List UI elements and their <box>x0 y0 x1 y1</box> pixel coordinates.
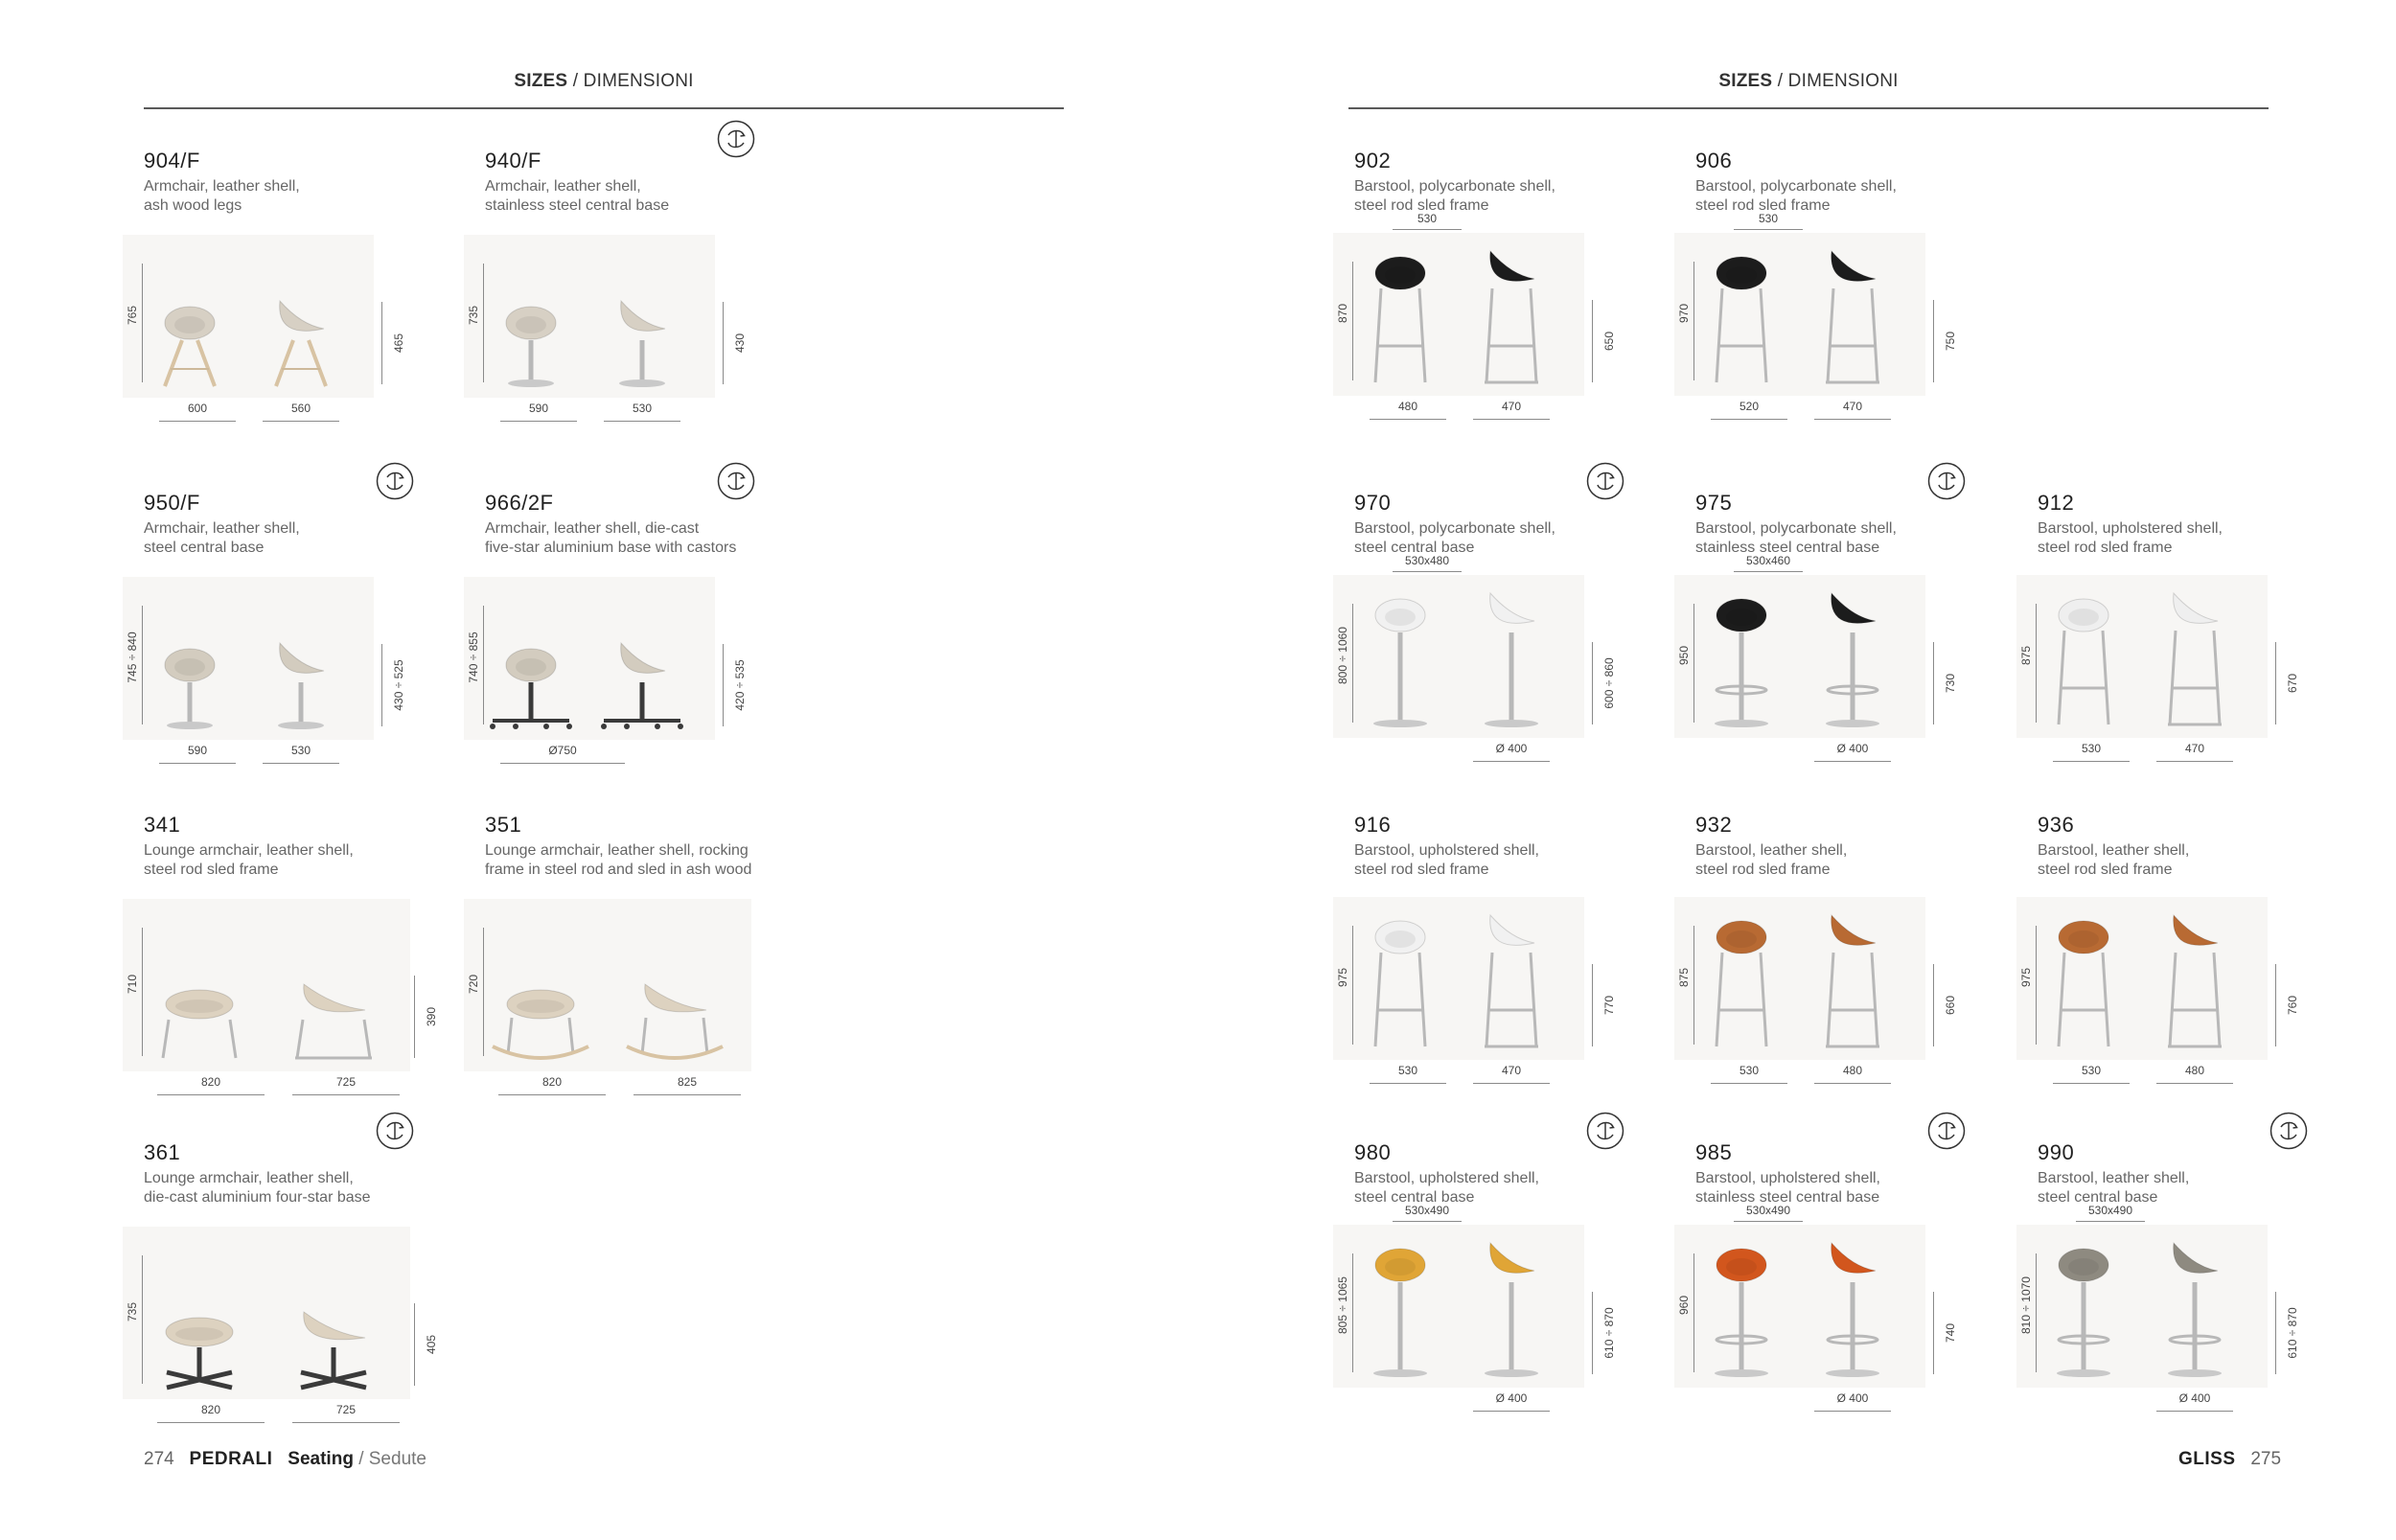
height-dimension-line <box>1693 1253 1694 1372</box>
description-line: Barstool, upholstered shell, <box>1354 842 1539 859</box>
product-entry <box>467 149 811 455</box>
seat-height-line <box>381 302 382 384</box>
seat-height-line <box>1592 964 1593 1046</box>
description-line: Barstool, polycarbonate shell, <box>1695 178 1897 195</box>
height-dimension-line <box>142 928 143 1056</box>
chair-illustration <box>123 899 410 1071</box>
product-description <box>144 1169 460 1207</box>
overall-height: 870 <box>1336 303 1349 324</box>
product-description <box>1354 841 1670 880</box>
width-dimension-line <box>1473 1083 1550 1084</box>
product-code: 906 <box>1695 149 1733 172</box>
seat-height-line <box>1592 642 1593 724</box>
seat-height: 610 ÷ 870 <box>1602 1307 1616 1359</box>
seat-height-line <box>1933 964 1934 1046</box>
product-code: 361 <box>144 1140 181 1164</box>
product-code: 351 <box>485 813 522 837</box>
width-dimension: 590 <box>187 744 208 757</box>
top-dimension: 530x460 <box>1745 554 1791 567</box>
width-dimension-line <box>1814 761 1891 762</box>
top-dimension: 530x490 <box>1745 1204 1791 1217</box>
top-dimension-line <box>1393 229 1462 230</box>
top-dimension-line <box>1393 571 1462 572</box>
width-dimension: 725 <box>335 1403 357 1416</box>
height-dimension-line <box>2036 1253 2037 1372</box>
product-description <box>144 519 460 558</box>
seat-height-line <box>1933 642 1934 724</box>
product-entry <box>126 491 470 797</box>
seat-height: 760 <box>2286 995 2299 1016</box>
seat-height-line <box>1592 300 1593 382</box>
product-photo <box>123 577 374 740</box>
chair-illustration <box>2016 1225 2268 1388</box>
top-dimension-line <box>1734 571 1803 572</box>
height-dimension-line <box>483 928 484 1056</box>
description-line: Armchair, leather shell, <box>485 178 641 195</box>
product-entry <box>1677 149 2021 455</box>
seat-height: 405 <box>425 1334 438 1355</box>
product-description <box>144 841 460 880</box>
product-description <box>1695 1169 2012 1207</box>
width-dimension-line <box>1370 1083 1446 1084</box>
left-footer <box>144 1449 426 1470</box>
product-code: 970 <box>1354 491 1392 515</box>
rotate-360-icon[interactable] <box>1586 462 1624 500</box>
seat-height-line <box>2275 1292 2276 1374</box>
width-dimension: Ø 400 <box>1836 742 1869 755</box>
product-code: 936 <box>2038 813 2075 837</box>
height-dimension-line <box>1693 604 1694 723</box>
overall-height: 745 ÷ 840 <box>126 632 139 683</box>
product-photo <box>464 899 751 1071</box>
description-line: Barstool, polycarbonate shell, <box>1354 178 1555 195</box>
overall-height: 710 <box>126 974 139 995</box>
product-photo <box>123 1227 410 1399</box>
width-dimension: 530 <box>2081 742 2102 755</box>
height-dimension-line <box>483 606 484 724</box>
description-line: steel rod sled frame <box>144 862 279 878</box>
width-dimension: 470 <box>1501 400 1522 413</box>
width-dimension: 480 <box>1397 400 1418 413</box>
description-line: Lounge armchair, leather shell, <box>144 1170 354 1186</box>
overall-height: 960 <box>1677 1295 1691 1316</box>
width-dimension: Ø 400 <box>1495 1391 1528 1405</box>
width-dimension-line <box>634 1094 741 1095</box>
product-photo <box>1333 1225 1584 1388</box>
chair-illustration <box>464 235 715 398</box>
rotate-360-icon[interactable] <box>1586 1112 1624 1150</box>
product-description <box>1354 177 1670 216</box>
width-dimension-line <box>1814 1083 1891 1084</box>
description-line: steel central base <box>144 540 265 556</box>
description-line: die-cast aluminium four-star base <box>144 1189 371 1206</box>
left-header: SIZES / DIMENSIONI <box>514 71 694 91</box>
seat-height: 670 <box>2286 673 2299 694</box>
height-dimension-line <box>1352 262 1353 380</box>
overall-height: 975 <box>2019 967 2033 988</box>
chair-illustration <box>1674 897 1925 1060</box>
overall-height: 875 <box>1677 967 1691 988</box>
width-dimension-line <box>157 1094 265 1095</box>
description-line: steel rod sled frame <box>2038 862 2173 878</box>
chair-illustration <box>1674 575 1925 738</box>
seat-height-line <box>723 644 724 726</box>
width-dimension: Ø 400 <box>1495 742 1528 755</box>
product-description <box>1354 519 1670 558</box>
chair-illustration <box>1333 233 1584 396</box>
height-dimension-line <box>142 1255 143 1384</box>
product-photo <box>1333 233 1584 396</box>
product-code: 940/F <box>485 149 541 172</box>
width-dimension-line <box>292 1422 400 1423</box>
width-dimension: 590 <box>528 402 549 415</box>
product-entry <box>126 1140 470 1447</box>
width-dimension: 725 <box>335 1075 357 1089</box>
rotate-360-icon[interactable] <box>1927 462 1966 500</box>
top-dimension: 530 <box>1417 212 1438 225</box>
product-entry <box>1336 491 1680 797</box>
width-dimension-line <box>292 1094 400 1095</box>
width-dimension-line <box>1711 1083 1787 1084</box>
width-dimension: 530 <box>2081 1064 2102 1077</box>
width-dimension-line <box>604 421 680 422</box>
description-line: steel central base <box>1354 1189 1475 1206</box>
description-line: frame in steel rod and sled in ash wood <box>485 862 752 878</box>
product-entry <box>1336 813 1680 1119</box>
product-photo <box>1674 233 1925 396</box>
product-description <box>1354 1169 1670 1207</box>
product-photo <box>1674 897 1925 1060</box>
height-dimension-line <box>1693 262 1694 380</box>
height-dimension-line <box>1352 926 1353 1045</box>
seat-height-line <box>381 644 382 726</box>
width-dimension-line <box>1473 1411 1550 1412</box>
rotate-360-icon[interactable] <box>717 120 755 158</box>
product-description <box>485 177 801 216</box>
width-dimension: 600 <box>187 402 208 415</box>
product-entry <box>2019 1140 2363 1447</box>
seat-height: 730 <box>1944 673 1957 694</box>
height-dimension-line <box>2036 926 2037 1045</box>
width-dimension: 825 <box>677 1075 698 1089</box>
width-dimension: 480 <box>1842 1064 1863 1077</box>
product-code: 341 <box>144 813 181 837</box>
seat-height: 740 <box>1944 1322 1957 1344</box>
width-dimension: 820 <box>200 1403 221 1416</box>
description-line: steel rod sled frame <box>1695 197 1831 214</box>
description-line: Barstool, leather shell, <box>1695 842 1848 859</box>
width-dimension: 530 <box>1739 1064 1760 1077</box>
width-dimension: 470 <box>1501 1064 1522 1077</box>
description-line: steel rod sled frame <box>1354 197 1489 214</box>
width-dimension: 480 <box>2184 1064 2205 1077</box>
chair-illustration <box>1674 1225 1925 1388</box>
product-code: 985 <box>1695 1140 1733 1164</box>
width-dimension-line <box>500 421 577 422</box>
product-description <box>1695 841 2012 880</box>
overall-height: 875 <box>2019 645 2033 666</box>
brand-name: PEDRALI <box>189 1449 273 1469</box>
product-entry <box>126 149 470 455</box>
product-entry <box>467 491 811 797</box>
seat-height-line <box>1933 1292 1934 1374</box>
description-line: Barstool, leather shell, <box>2038 842 2190 859</box>
page-number: 274 <box>144 1449 174 1469</box>
overall-height: 975 <box>1336 967 1349 988</box>
product-photo <box>1333 897 1584 1060</box>
overall-height: 735 <box>126 1301 139 1322</box>
description-line: five-star aluminium base with castors <box>485 540 737 556</box>
product-entry <box>1677 491 2021 797</box>
product-entry <box>2019 813 2363 1119</box>
width-dimension: 470 <box>2184 742 2205 755</box>
top-dimension: 530 <box>1758 212 1779 225</box>
product-photo <box>1333 575 1584 738</box>
product-photo <box>2016 1225 2268 1388</box>
overall-height: 740 ÷ 855 <box>467 632 480 683</box>
top-dimension-line <box>2076 1221 2145 1222</box>
product-description <box>144 177 460 216</box>
product-photo <box>464 235 715 398</box>
rotate-360-icon[interactable] <box>717 462 755 500</box>
description-line: ash wood legs <box>144 197 242 214</box>
product-photo <box>2016 897 2268 1060</box>
width-dimension: 820 <box>541 1075 563 1089</box>
width-dimension-line <box>1473 761 1550 762</box>
product-photo <box>2016 575 2268 738</box>
width-dimension-line <box>2156 1411 2233 1412</box>
seat-height: 750 <box>1944 331 1957 352</box>
description-line: Lounge armchair, leather shell, rocking <box>485 842 749 859</box>
product-code: 912 <box>2038 491 2075 515</box>
seat-height-line <box>723 302 724 384</box>
section-subtitle: / Sedute <box>358 1449 426 1469</box>
product-entry <box>1336 1140 1680 1447</box>
product-description <box>2038 841 2354 880</box>
description-line: stainless steel central base <box>1695 540 1880 556</box>
seat-height: 650 <box>1602 331 1616 352</box>
width-dimension-line <box>1814 419 1891 420</box>
description-line: steel rod sled frame <box>2038 540 2173 556</box>
seat-height: 610 ÷ 870 <box>2286 1307 2299 1359</box>
product-code: 980 <box>1354 1140 1392 1164</box>
product-code: 966/2F <box>485 491 554 515</box>
left-header-rule <box>144 107 1064 109</box>
top-dimension-line <box>1734 1221 1803 1222</box>
width-dimension: 530 <box>632 402 653 415</box>
product-code: 904/F <box>144 149 200 172</box>
width-dimension: Ø 400 <box>2178 1391 2211 1405</box>
chair-illustration <box>2016 575 2268 738</box>
top-dimension: 530x490 <box>1404 1204 1450 1217</box>
width-dimension-line <box>500 763 625 764</box>
rotate-360-icon[interactable] <box>376 1112 414 1150</box>
overall-height: 810 ÷ 1070 <box>2019 1276 2033 1334</box>
width-dimension-line <box>1473 419 1550 420</box>
seat-height: 770 <box>1602 995 1616 1016</box>
product-entry <box>126 813 470 1119</box>
height-dimension-line <box>483 264 484 382</box>
description-line: Barstool, upholstered shell, <box>1354 1170 1539 1186</box>
right-page <box>1198 0 2396 1540</box>
seat-height-line <box>414 1303 415 1386</box>
width-dimension-line <box>2156 1083 2233 1084</box>
product-entry <box>1336 149 1680 455</box>
width-dimension-line <box>498 1094 606 1095</box>
description-line: Armchair, leather shell, <box>144 178 300 195</box>
page-number: 275 <box>2250 1449 2282 1469</box>
product-description <box>2038 1169 2354 1207</box>
overall-height: 765 <box>126 305 139 326</box>
top-dimension-line <box>1734 229 1803 230</box>
width-dimension: 820 <box>200 1075 221 1089</box>
description-line: Barstool, upholstered shell, <box>2038 520 2223 537</box>
height-dimension-line <box>1693 926 1694 1045</box>
right-footer <box>2178 1449 2281 1470</box>
chair-illustration <box>1333 897 1584 1060</box>
top-dimension-line <box>1393 1221 1462 1222</box>
chair-illustration <box>1333 575 1584 738</box>
overall-height: 735 <box>467 305 480 326</box>
product-description <box>2038 519 2354 558</box>
seat-height: 600 ÷ 860 <box>1602 657 1616 709</box>
product-code: 932 <box>1695 813 1733 837</box>
chair-illustration <box>123 235 374 398</box>
description-line: Armchair, leather shell, die-cast <box>485 520 700 537</box>
product-description <box>1695 177 2012 216</box>
seat-height-line <box>1592 1292 1593 1374</box>
width-dimension: 560 <box>290 402 311 415</box>
seat-height: 465 <box>392 333 405 354</box>
product-code: 902 <box>1354 149 1392 172</box>
height-dimension-line <box>1352 1253 1353 1372</box>
product-code: 916 <box>1354 813 1392 837</box>
product-photo <box>464 577 715 740</box>
width-dimension-line <box>159 763 236 764</box>
width-dimension-line <box>1370 419 1446 420</box>
top-dimension: 530x480 <box>1404 554 1450 567</box>
width-dimension: Ø750 <box>548 744 577 757</box>
width-dimension-line <box>159 421 236 422</box>
product-entry <box>467 813 811 1119</box>
product-code: 975 <box>1695 491 1733 515</box>
overall-height: 805 ÷ 1065 <box>1336 1276 1349 1334</box>
product-entry <box>1677 1140 2021 1447</box>
width-dimension: 470 <box>1842 400 1863 413</box>
description-line: steel rod sled frame <box>1695 862 1831 878</box>
collection-name: GLISS <box>2178 1449 2236 1469</box>
overall-height: 970 <box>1677 303 1691 324</box>
description-line: steel central base <box>2038 1189 2158 1206</box>
description-line: Lounge armchair, leather shell, <box>144 842 354 859</box>
width-dimension-line <box>263 421 339 422</box>
description-line: Barstool, leather shell, <box>2038 1170 2190 1186</box>
width-dimension-line <box>157 1422 265 1423</box>
seat-height-line <box>2275 964 2276 1046</box>
seat-height: 390 <box>425 1006 438 1027</box>
chair-illustration <box>2016 897 2268 1060</box>
top-dimension: 530x490 <box>2087 1204 2133 1217</box>
rotate-360-icon[interactable] <box>2269 1112 2308 1150</box>
overall-height: 800 ÷ 1060 <box>1336 627 1349 684</box>
seat-height: 660 <box>1944 995 1957 1016</box>
width-dimension-line <box>1814 1411 1891 1412</box>
width-dimension-line <box>2156 761 2233 762</box>
width-dimension-line <box>1711 419 1787 420</box>
product-entry <box>2019 491 2363 797</box>
rotate-360-icon[interactable] <box>1927 1112 1966 1150</box>
product-photo <box>123 235 374 398</box>
overall-height: 950 <box>1677 645 1691 666</box>
chair-illustration <box>123 1227 410 1399</box>
chair-illustration <box>1674 233 1925 396</box>
description-line: Barstool, upholstered shell, <box>1695 1170 1880 1186</box>
seat-height-line <box>414 976 415 1058</box>
description-line: Armchair, leather shell, <box>144 520 300 537</box>
seat-height-line <box>1933 300 1934 382</box>
product-code: 950/F <box>144 491 200 515</box>
width-dimension-line <box>263 763 339 764</box>
product-photo <box>123 899 410 1071</box>
rotate-360-icon[interactable] <box>376 462 414 500</box>
description-line: stainless steel central base <box>485 197 670 214</box>
description-line: steel rod sled frame <box>1354 862 1489 878</box>
description-line: Barstool, polycarbonate shell, <box>1695 520 1897 537</box>
width-dimension-line <box>2053 1083 2130 1084</box>
product-description <box>485 841 801 880</box>
seat-height-line <box>2275 642 2276 724</box>
height-dimension-line <box>2036 604 2037 723</box>
product-photo <box>1674 575 1925 738</box>
right-header: SIZES / DIMENSIONI <box>1718 71 1899 91</box>
width-dimension: 530 <box>1397 1064 1418 1077</box>
product-code: 990 <box>2038 1140 2075 1164</box>
height-dimension-line <box>142 264 143 382</box>
width-dimension: 520 <box>1739 400 1760 413</box>
product-photo <box>1674 1225 1925 1388</box>
chair-illustration <box>1333 1225 1584 1388</box>
seat-height: 430 ÷ 525 <box>392 659 405 711</box>
description-line: Barstool, polycarbonate shell, <box>1354 520 1555 537</box>
right-header-rule <box>1348 107 2269 109</box>
product-entry <box>1677 813 2021 1119</box>
description-line: steel central base <box>1354 540 1475 556</box>
width-dimension-line <box>2053 761 2130 762</box>
seat-height: 430 <box>733 333 747 354</box>
seat-height: 420 ÷ 535 <box>733 659 747 711</box>
chair-illustration <box>464 899 751 1071</box>
description-line: stainless steel central base <box>1695 1189 1880 1206</box>
height-dimension-line <box>1352 604 1353 723</box>
chair-illustration <box>464 577 715 740</box>
height-dimension-line <box>142 606 143 724</box>
overall-height: 720 <box>467 974 480 995</box>
width-dimension: Ø 400 <box>1836 1391 1869 1405</box>
section-name: Seating <box>288 1449 354 1469</box>
chair-illustration <box>123 577 374 740</box>
width-dimension: 530 <box>290 744 311 757</box>
product-description <box>485 519 801 558</box>
product-description <box>1695 519 2012 558</box>
